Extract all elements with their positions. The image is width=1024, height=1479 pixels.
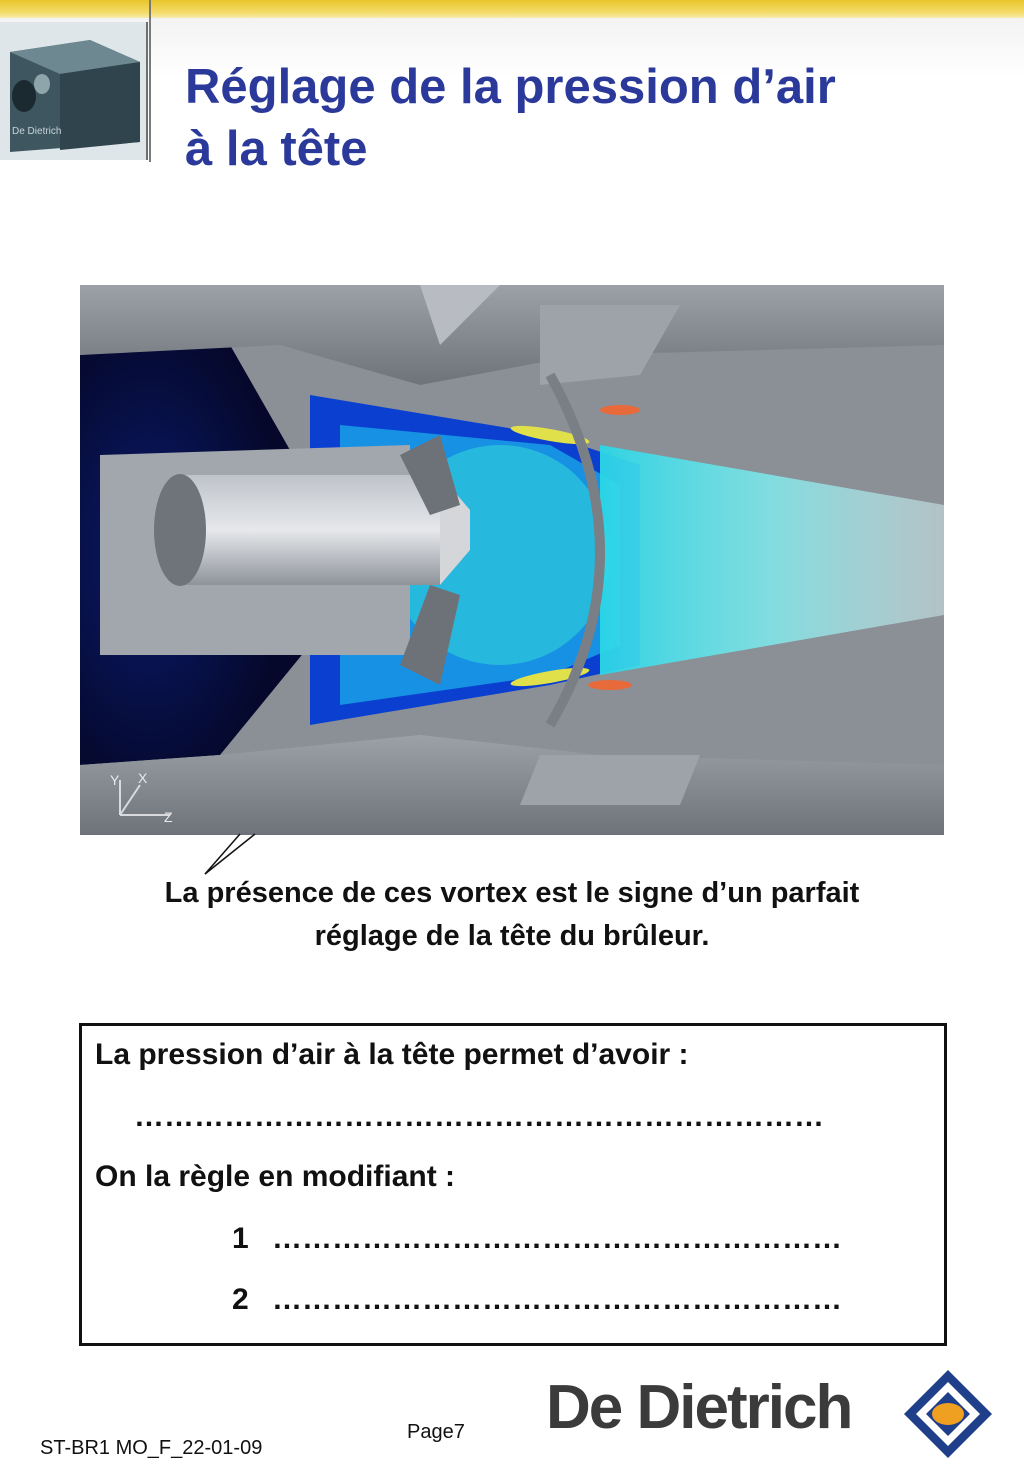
answer-blank-1: ……………………………………………………………	[134, 1100, 824, 1133]
axis-label-x: X	[138, 770, 148, 786]
item-number-2: 2	[232, 1283, 249, 1316]
header-divider	[149, 0, 151, 162]
exercise-question-1: La pression d’air à la tête permet d’avoir :	[95, 1038, 689, 1071]
brand-logo-text: De Dietrich	[546, 1373, 852, 1442]
burner-thumbnail-image	[0, 22, 148, 160]
answer-item-2	[232, 1283, 842, 1317]
caption-line-2: réglage de la tête du brûleur.	[314, 920, 710, 952]
item-number-1: 1	[232, 1222, 249, 1255]
fill-in-exercise-box	[79, 1023, 947, 1346]
answer-blank-item-2: …………………………………………………	[272, 1283, 842, 1316]
top-accent-bar	[0, 0, 1024, 18]
document-code: ST-BR1 MO_F_22-01-09	[40, 1437, 263, 1459]
axis-label-y: Y	[110, 772, 120, 788]
caption-line-1: La présence de ces vortex est le signe d’un parfait	[164, 877, 860, 909]
page-number: Page7	[407, 1421, 465, 1443]
airflow-simulation-image	[80, 285, 944, 835]
answer-item-1	[232, 1222, 842, 1256]
image-caption	[80, 872, 944, 958]
title-line-2: à la tête	[185, 122, 368, 176]
axis-label-z: Z	[164, 809, 173, 825]
brand-diamond-icon	[900, 1366, 996, 1462]
thumbnail-logo-text: De Dietrich	[12, 126, 62, 137]
answer-blank-item-1: …………………………………………………	[272, 1222, 842, 1255]
exercise-question-2: On la règle en modifiant :	[95, 1160, 456, 1193]
page-title	[185, 56, 945, 180]
title-line-1: Réglage de la pression d’air	[185, 60, 836, 114]
